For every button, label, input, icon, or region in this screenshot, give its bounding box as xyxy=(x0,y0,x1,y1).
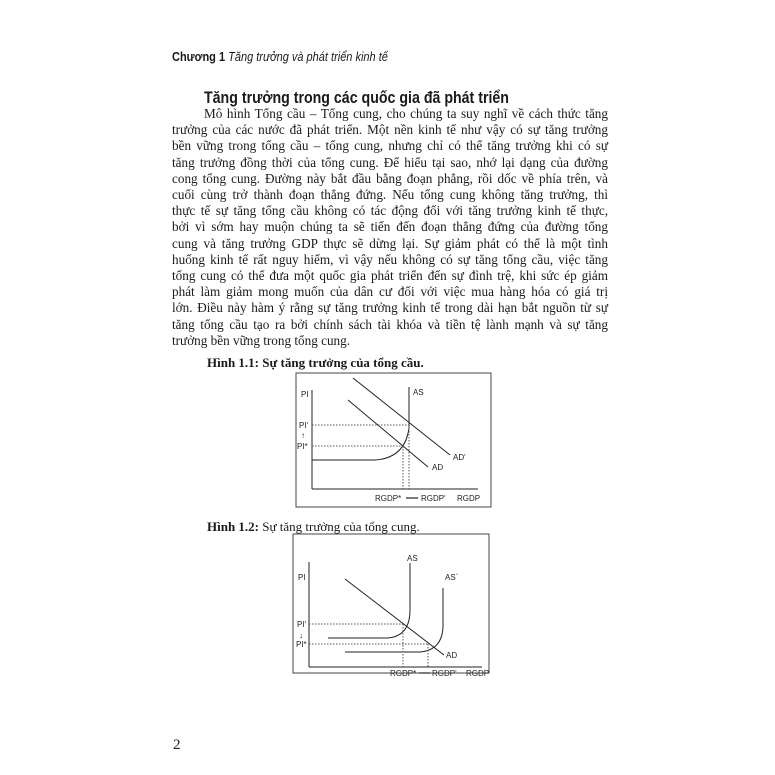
chapter-title: Tăng trưởng và phát triển kinh tế xyxy=(228,50,388,64)
figure1-frame xyxy=(296,373,491,507)
paragraph-line: bởi vì sớm hay muộn chúng ta sẽ tiến đến đoạn thẳng đứng của đường tổng xyxy=(172,219,608,235)
paragraph-line: tăng tổng cầu tạo ra bởi chính sách tài khóa và tiền tệ lành mạnh và sự tăng xyxy=(172,316,608,332)
paragraph-line: trưởng của các nước đã phát triển. Một nền kinh tế như vậy có sự tăng trưởng xyxy=(172,122,608,138)
rgdp-star-label: RGDP* xyxy=(390,669,417,678)
as-curve xyxy=(312,387,409,460)
paragraph-line: bền vững trong tổng cầu – tổng cung, nhưng chỉ có thể tăng trưởng khi có sự xyxy=(172,138,608,154)
ad-prime-label: AD' xyxy=(453,453,466,462)
as-prime-label: AS` xyxy=(445,573,459,582)
figure1-caption xyxy=(207,355,424,371)
paragraph-line: cuối cùng trở thành đoạn thẳng đứng. Nếu tổng cung không tăng trưởng, thì xyxy=(172,187,608,203)
rgdp-prime-label: RGDP' xyxy=(432,669,457,678)
running-header xyxy=(172,50,388,64)
x-axis-label: RGDP xyxy=(457,494,481,503)
y-axis-label: PI xyxy=(298,573,306,582)
body-paragraph xyxy=(172,106,608,349)
as-label: AS xyxy=(413,388,424,397)
paragraph-line: trưởng bền vững trong tổng cung. xyxy=(172,332,351,348)
chapter-number: Chương 1 xyxy=(172,50,226,64)
paragraph-line: thực tế sự tăng tổng cầu không có tác động đối với tăng trưởng kinh tế thực, xyxy=(172,203,608,219)
figure2-caption-text: Sự tăng trưởng của tổng cung. xyxy=(262,519,420,534)
figure1-number: Hình 1.1: xyxy=(207,355,260,370)
pi-star-label: PI* xyxy=(296,640,307,649)
paragraph-line: Mô hình Tổng cầu – Tổng cung, cho chúng ta suy nghĩ về cách thức tăng xyxy=(204,106,608,121)
figure2-number: Hình 1.2: xyxy=(207,519,260,534)
pi-prime-label: PI' xyxy=(297,620,307,629)
paragraph-line: phát làm giảm mong muốn của dân cư đối với việc mua hàng hóa có giá trị xyxy=(172,284,608,300)
page-number: 2 xyxy=(173,737,181,753)
rgdp-prime-label: RGDP' xyxy=(421,494,446,503)
paragraph-line: lớn. Điều này hàm ý rằng sự tăng trưởng kinh tế trong dài hạn bắt nguồn từ sự xyxy=(172,300,608,316)
paragraph-line: huống kinh tế rất nguy hiểm, vì vậy nếu không có sự tăng tổng cầu, việc tăng xyxy=(172,251,608,267)
ad-label: AD xyxy=(446,651,458,660)
paragraph-line: cong tổng cung. Đường này bắt đầu bằng đoạn phẳng, rồi dốc về phía trên, và xyxy=(172,170,608,186)
figure1-diagram xyxy=(280,370,500,520)
arrow-down-icon: ↓ xyxy=(299,631,303,640)
paragraph-line: cung và tăng trưởng GDP thực sẽ dừng lại. Sự giảm phát có thể là một tình xyxy=(172,235,608,251)
paragraph-line: tổng cung có thể đưa một quốc gia phát triển đến sự đình trệ, khi sức ép giảm xyxy=(172,268,608,284)
pi-star-label: PI* xyxy=(297,442,308,451)
figure2-diagram xyxy=(280,530,500,680)
pi-prime-label: PI' xyxy=(299,421,309,430)
figure1-caption-text: Sự tăng trưởng của tổng cầu. xyxy=(262,355,424,370)
as-label: AS xyxy=(407,554,418,563)
section-title: Tăng trưởng trong các quốc gia đã phát triển xyxy=(204,89,509,107)
x-axis-label: RGDP xyxy=(466,669,490,678)
as-curve xyxy=(328,563,410,638)
y-axis-label: PI xyxy=(301,390,309,399)
ad-label: AD xyxy=(432,463,444,472)
rgdp-star-label: RGDP* xyxy=(375,494,402,503)
paragraph-line: tăng trưởng đồng thời của tổng cung. Để hiểu tại sao, nhớ lại dạng của đường xyxy=(172,154,608,170)
arrow-up-icon: ↑ xyxy=(301,431,305,440)
